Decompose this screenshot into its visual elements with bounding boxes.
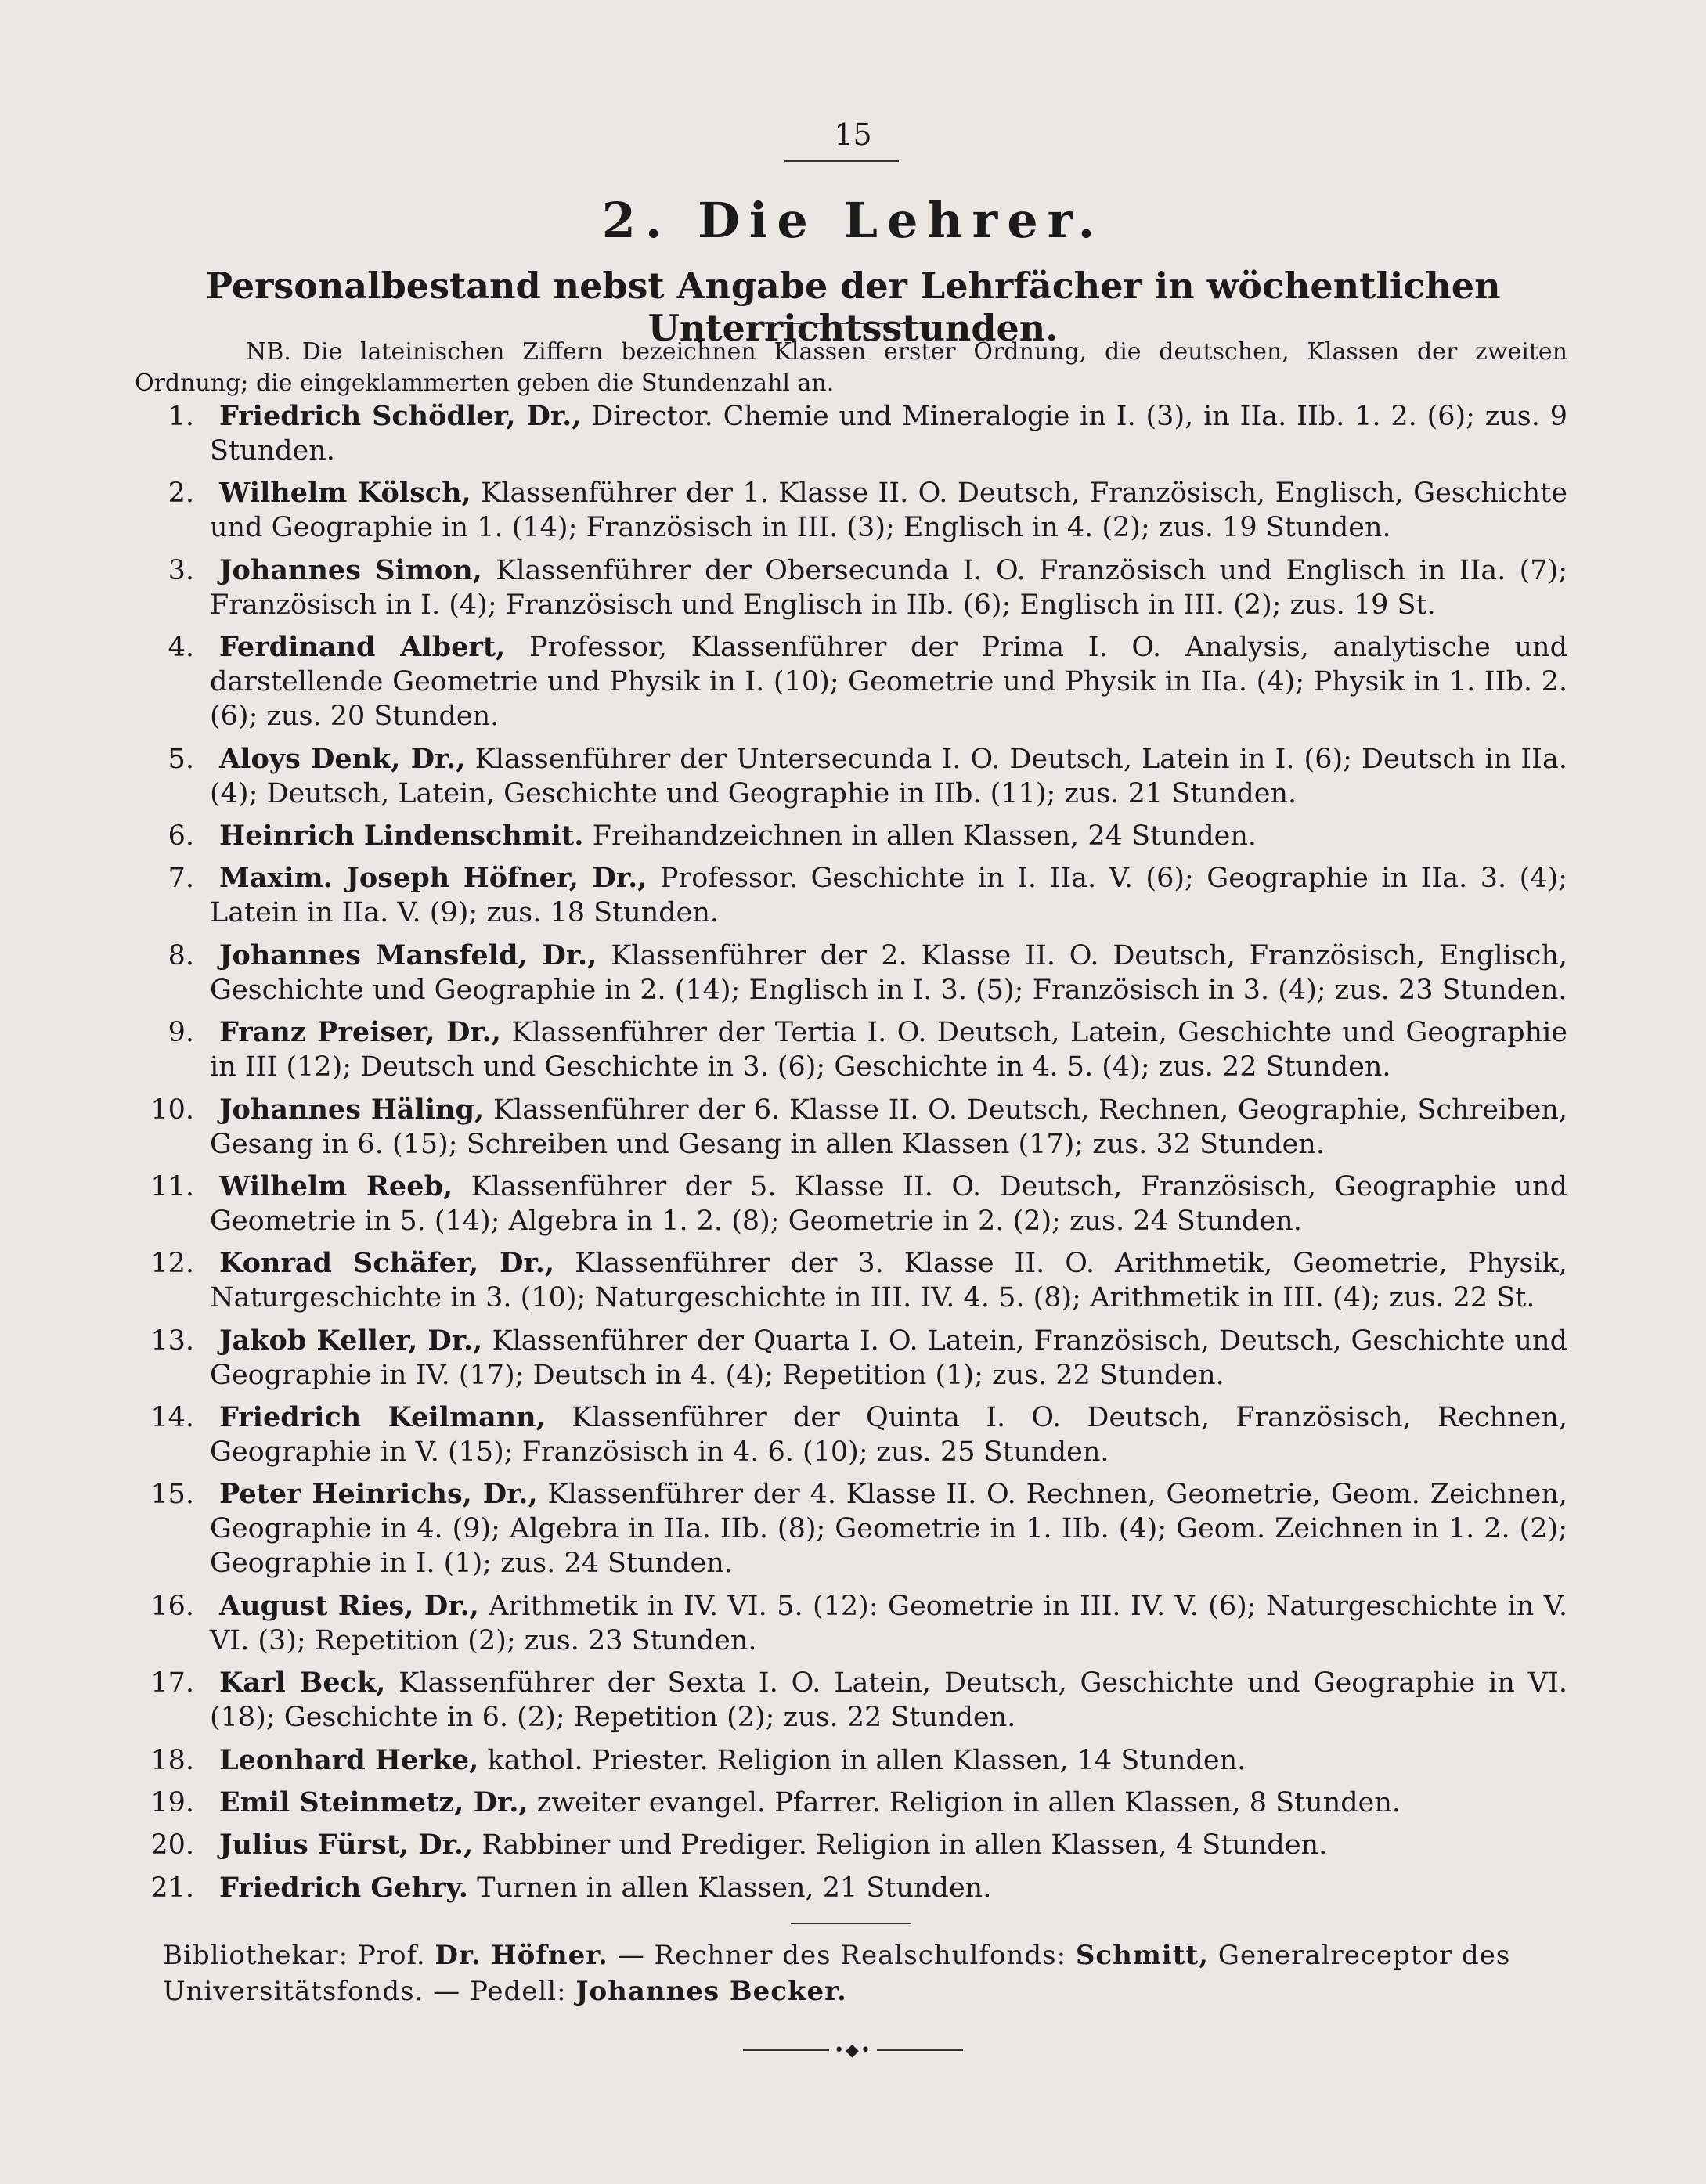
teacher-name: Jakob Keller, Dr.,	[219, 1324, 483, 1357]
divider-rule	[791, 1923, 911, 1924]
teacher-duties: Rabbiner und Prediger. Religion in allen Klassen, 4 Stunden.	[482, 1829, 1328, 1861]
teacher-name: Peter Heinrichs, Dr.,	[219, 1478, 538, 1511]
librarian-name: Dr. Höfner.	[435, 1940, 608, 1971]
teacher-entry	[146, 1828, 1567, 1862]
teacher-duties: Klassenführer der Quinta I. O. Deutsch, Französisch, Rechnen, Geographie in V. (15); Französisch in 4. 6. (10); zus. 25 Stunden.	[210, 1402, 1567, 1469]
teacher-duties: Director. Chemie und Mineralogie in I. (3), in IIa. IIb. 1. 2. (6); zus. 9 Stunden.	[210, 401, 1567, 467]
entry-number: 18.	[150, 1744, 194, 1776]
teacher-entry	[146, 1246, 1567, 1315]
teacher-name: Karl Beck,	[219, 1667, 386, 1699]
teacher-duties: Turnen in allen Klassen, 21 Stunden.	[477, 1872, 992, 1904]
accountant-name: Schmitt,	[1075, 1940, 1209, 1971]
teacher-duties: Klassenführer der 2. Klasse II. O. Deutsch, Französisch, Englisch, Geschichte und Geographie in 2. (14); Englisch in I. 3. (5); Französisch in 3. (4); zus. 23 Stunden.	[210, 939, 1567, 1006]
teacher-name: Friedrich Gehry.	[219, 1871, 468, 1904]
teacher-list	[146, 399, 1567, 1913]
teacher-duties: Klassenführer der Obersecunda I. O. Französisch und Englisch in IIa. (7); Französisch in I. (4); Französisch und Englisch in IIb. (6); Englisch in III. (2); zus. 19 St.	[210, 554, 1567, 621]
staff-footer	[163, 1937, 1564, 2009]
teacher-duties: Klassenführer der 1. Klasse II. O. Deutsch, Französisch, Englisch, Geschichte und Geographie in 1. (14); Französisch in III. (3); Englisch in 4. (2); zus. 19 Stunden.	[210, 478, 1567, 544]
divider-rule	[784, 160, 899, 162]
teacher-duties: Freihandzeichnen in allen Klassen, 24 Stunden.	[592, 820, 1257, 852]
teacher-entry	[146, 939, 1567, 1007]
entry-number: 16.	[150, 1590, 194, 1622]
teacher-entry	[146, 819, 1567, 853]
teacher-entry	[146, 1169, 1567, 1238]
beadle-label: — Pedell:	[433, 1976, 567, 2007]
teacher-entry	[146, 630, 1567, 733]
teacher-name: Johannes Simon,	[219, 553, 482, 586]
teacher-duties: kathol. Priester. Religion in allen Klassen, 14 Stunden.	[487, 1744, 1246, 1776]
entry-number: 10.	[150, 1094, 194, 1126]
entry-number: 5.	[168, 743, 194, 775]
teacher-name: Maxim. Joseph Höfner, Dr.,	[219, 862, 647, 895]
accountant-label: — Rechner des Realschulfonds:	[617, 1940, 1067, 1971]
note-paragraph	[135, 337, 1567, 399]
entry-number: 6.	[168, 820, 194, 852]
teacher-name: Johannes Mansfeld, Dr.,	[219, 939, 597, 971]
teacher-duties: Professor, Klassenführer der Prima I. O. Analysis, analytische und darstellende Geometrie und Physik in I. (10); Geometrie und Physik in IIa. (4); Physik in 1. IIb. 2. (6); zus. 20 Stunden.	[210, 632, 1567, 733]
entry-number: 8.	[168, 939, 194, 971]
teacher-name: Julius Fürst, Dr.,	[219, 1829, 474, 1861]
entry-number: 19.	[150, 1787, 194, 1819]
teacher-name: Wilhelm Reeb,	[219, 1169, 453, 1202]
page-number: 15	[834, 117, 872, 152]
entry-number: 11.	[150, 1170, 194, 1202]
section-subtitle: Personalbestand nebst Angabe der Lehrfächer in wöchentlichen Unterrichtsstunden.	[205, 265, 1501, 349]
teacher-name: Franz Preiser, Dr.,	[219, 1016, 501, 1049]
ornament-divider	[0, 2038, 1706, 2062]
teacher-entry	[146, 1743, 1567, 1778]
entry-number: 14.	[150, 1402, 194, 1434]
teacher-entry	[146, 1871, 1567, 1905]
librarian-label: Bibliothekar: Prof.	[163, 1940, 426, 1971]
section-title: 2. Die Lehrer.	[601, 192, 1105, 249]
teacher-name: Wilhelm Kölsch,	[219, 477, 471, 510]
teacher-entry	[146, 476, 1567, 545]
teacher-duties: Professor. Geschichte in I. IIa. V. (6); Geographie in IIa. 3. (4); Latein in IIa. V. (9); zus. 18 Stunden.	[210, 863, 1567, 929]
teacher-duties: Klassenführer der Untersecunda I. O. Deutsch, Latein in I. (6); Deutsch in IIa. (4); Deutsch, Latein, Geschichte und Geographie in IIb. (11); zus. 21 Stunden.	[210, 743, 1567, 809]
ornament-line	[877, 2049, 963, 2051]
teacher-entry	[146, 1324, 1567, 1393]
entry-number: 17.	[150, 1667, 194, 1699]
teacher-name: Friedrich Keilmann,	[219, 1401, 546, 1434]
teacher-entry	[146, 742, 1567, 811]
entry-number: 7.	[168, 863, 194, 895]
teacher-duties: Klassenführer der 4. Klasse II. O. Rechnen, Geometrie, Geom. Zeichnen, Geographie in 4. (9); Algebra in IIa. IIb. (8); Geometrie in 1. IIb. (4); Geom. Zeichnen in 1. 2. (2); Geographie in I. (1); zus. 24 Stunden.	[210, 1479, 1567, 1580]
teacher-entry	[146, 1015, 1567, 1084]
teacher-entry	[146, 861, 1567, 930]
entry-number: 13.	[150, 1324, 194, 1357]
teacher-name: Friedrich Schödler, Dr.,	[219, 400, 582, 432]
ornament-line	[743, 2049, 829, 2051]
divider-rule	[753, 323, 930, 324]
entry-number: 2.	[168, 478, 194, 510]
teacher-duties: Klassenführer der 3. Klasse II. O. Arithmetik, Geometrie, Physik, Naturgeschichte in 3. (10); Naturgeschichte in III. IV. 4. 5. (8); Arithmetik in III. (4); zus. 22 St.	[210, 1248, 1567, 1314]
teacher-name: Johannes Häling,	[219, 1093, 485, 1126]
teacher-duties: Klassenführer der Tertia I. O. Deutsch, Latein, Geschichte und Geographie in III (12); Deutsch und Geschichte in 3. (6); Geschichte in 4. 5. (4); zus. 22 Stunden.	[210, 1017, 1567, 1083]
note-label: NB.	[246, 338, 291, 366]
teacher-duties: Klassenführer der Sexta I. O. Latein, Deutsch, Geschichte und Geographie in VI. (18); Geschichte in 6. (2); Repetition (2); zus. 22 Stunden.	[210, 1667, 1567, 1734]
teacher-duties: Klassenführer der 5. Klasse II. O. Deutsch, Französisch, Geographie und Geometrie in 5. (14); Algebra in 1. 2. (8); Geometrie in 2. (2); zus. 24 Stunden.	[210, 1170, 1567, 1237]
beadle-name: Johannes Becker.	[575, 1976, 847, 2007]
teacher-duties: Klassenführer der 6. Klasse II. O. Deutsch, Rechnen, Geographie, Schreiben, Gesang in 6. (15); Schreiben und Gesang in allen Klassen (17); zus. 32 Stunden.	[210, 1094, 1567, 1160]
teacher-name: Leonhard Herke,	[219, 1743, 479, 1776]
teacher-name: Heinrich Lindenschmit.	[219, 819, 584, 852]
teacher-duties: Klassenführer der Quarta I. O. Latein, Französisch, Deutsch, Geschichte und Geographie in IV. (17); Deutsch in 4. (4); Repetition (1); zus. 22 Stunden.	[210, 1324, 1567, 1391]
teacher-duties: zweiter evangel. Pfarrer. Religion in allen Klassen, 8 Stunden.	[536, 1787, 1401, 1819]
teacher-entry	[146, 399, 1567, 468]
entry-number: 15.	[150, 1479, 194, 1511]
teacher-name: Emil Steinmetz, Dr.,	[219, 1786, 528, 1819]
entry-number: 9.	[168, 1017, 194, 1049]
entry-number: 20.	[150, 1829, 194, 1861]
ornament-icon: •◆•	[834, 2040, 872, 2060]
teacher-entry	[146, 1093, 1567, 1162]
entry-number: 3.	[168, 554, 194, 586]
teacher-name: Aloys Denk, Dr.,	[219, 742, 466, 775]
teacher-entry	[146, 1400, 1567, 1469]
teacher-entry	[146, 553, 1567, 622]
teacher-entry	[146, 1666, 1567, 1735]
entry-number: 12.	[150, 1248, 194, 1280]
teacher-duties: Arithmetik in IV. VI. 5. (12): Geometrie in III. IV. V. (6); Naturgeschichte in V. VI. (3); Repetition (2); zus. 23 Stunden.	[210, 1590, 1567, 1656]
teacher-entry	[146, 1786, 1567, 1820]
teacher-name: Ferdinand Albert,	[219, 631, 506, 664]
teacher-name: Konrad Schäfer, Dr.,	[219, 1247, 555, 1280]
teacher-entry	[146, 1477, 1567, 1580]
accountant-role: Generalreceptor des Universitätsfonds.	[163, 1940, 1511, 2007]
entry-number: 4.	[168, 632, 194, 664]
entry-number: 1.	[168, 401, 194, 432]
entry-number: 21.	[150, 1872, 194, 1904]
note-text: Die lateinischen Ziffern bezeichnen Klassen erster Ordnung, die deutschen, Klassen der zweiten Ordnung; die eingeklammerten geben die Stundenzahl an.	[135, 338, 1567, 397]
teacher-name: August Ries, Dr.,	[219, 1589, 479, 1622]
teacher-entry	[146, 1589, 1567, 1658]
